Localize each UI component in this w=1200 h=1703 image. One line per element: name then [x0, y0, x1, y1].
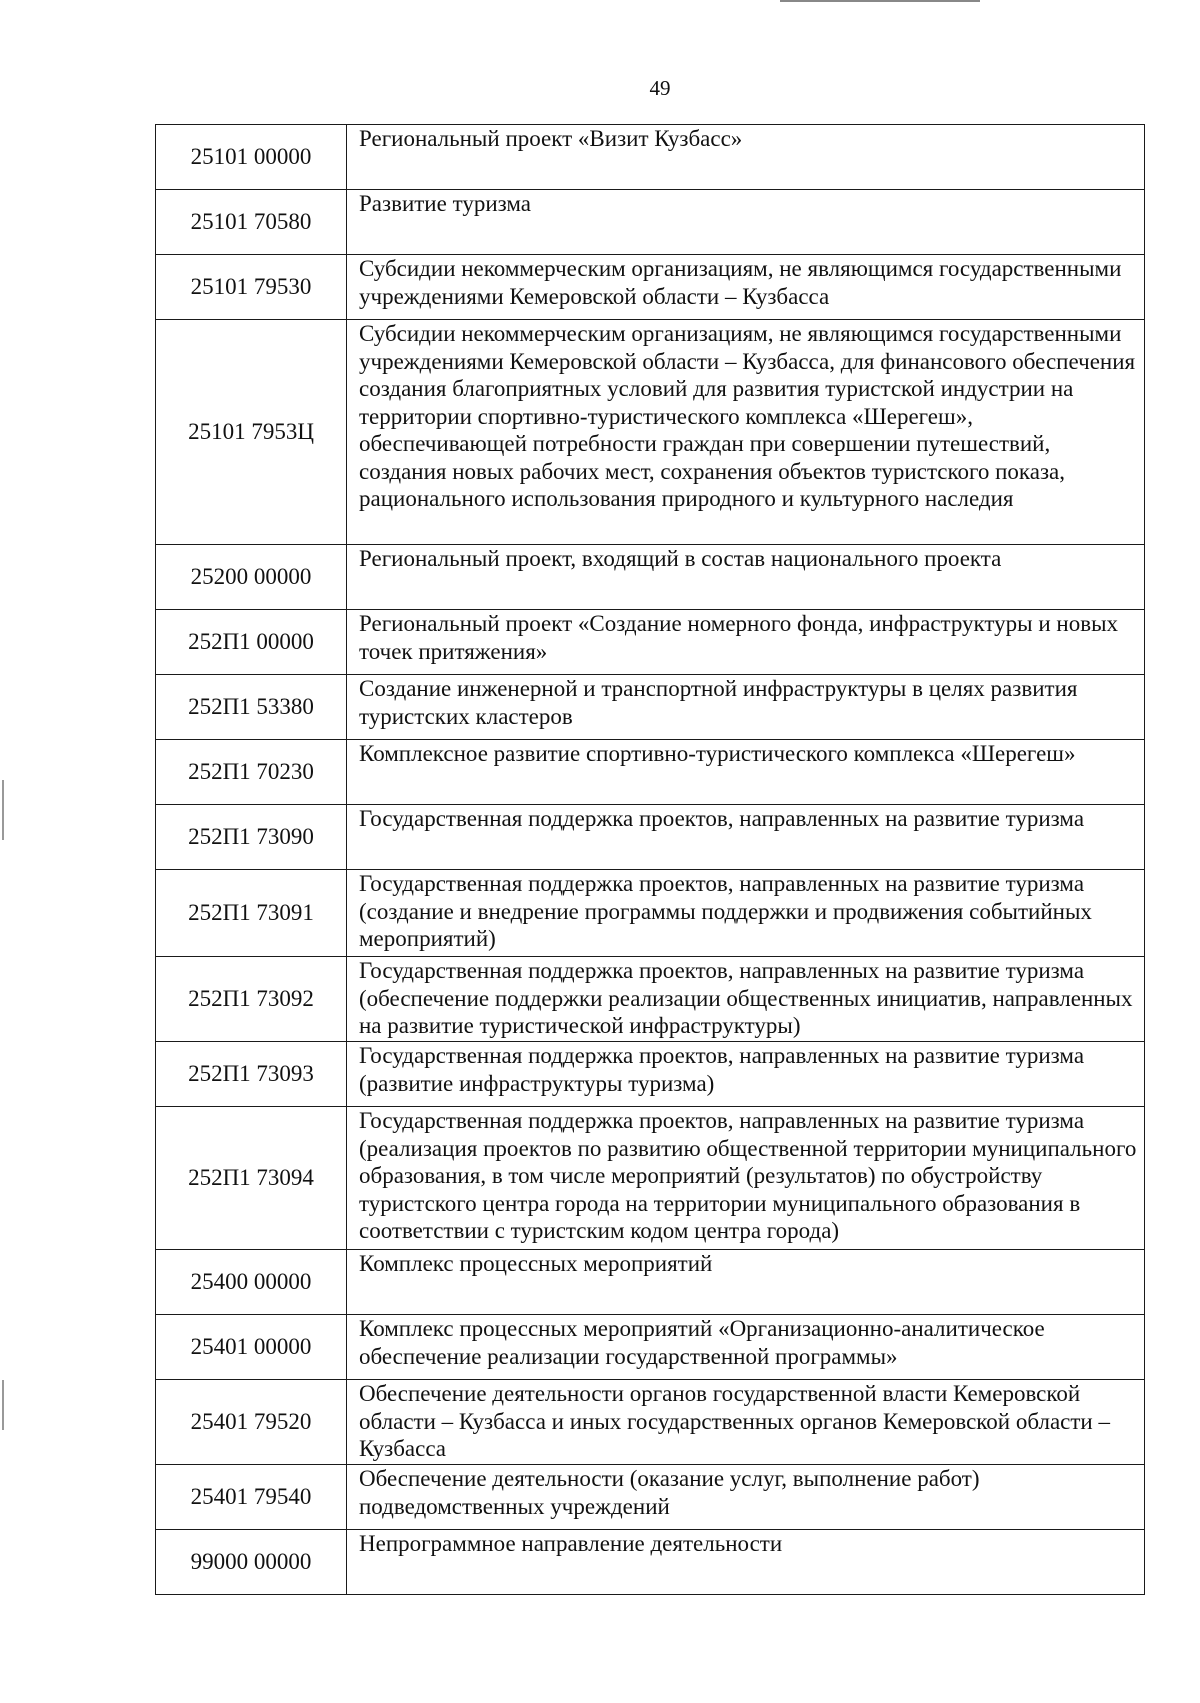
- row-name: Непрограммное направление деятельности: [347, 1530, 1145, 1595]
- row-code: 25401 79520: [156, 1380, 347, 1465]
- row-name: Обеспечение деятельности органов государственной власти Кемеровской области – Кузбасса и иных государственных органов Кемеровской области – Кузбасса: [347, 1380, 1145, 1465]
- row-code: 252П1 00000: [156, 610, 347, 675]
- row-name: Субсидии некоммерческим организациям, не являющимся государственными учреждениями Кемеровской области – Кузбасса: [347, 255, 1145, 320]
- table-row: [156, 1380, 1145, 1465]
- row-code: 252П1 73093: [156, 1042, 347, 1107]
- scan-artifact-left-1: [2, 780, 4, 840]
- row-name: Создание инженерной и транспортной инфраструктуры в целях развития туристских кластеров: [347, 675, 1145, 740]
- page-number: 49: [649, 76, 671, 100]
- table-row: [156, 1315, 1145, 1380]
- table-row: [156, 255, 1145, 320]
- row-name: Комплекс процессных мероприятий: [347, 1250, 1145, 1315]
- row-name: Государственная поддержка проектов, направленных на развитие туризма (обеспечение поддержки реализации общественных инициатив, направленных на развитие туристической инфраструктуры): [347, 957, 1145, 1042]
- row-name: Обеспечение деятельности (оказание услуг, выполнение работ) подведомственных учреждений: [347, 1465, 1145, 1530]
- row-name: Государственная поддержка проектов, направленных на развитие туризма (создание и внедрение программы поддержки и продвижения событийных мероприятий): [347, 870, 1145, 957]
- table-row: [156, 545, 1145, 610]
- table-row: [156, 870, 1145, 957]
- row-name: Региональный проект «Визит Кузбасс»: [347, 125, 1145, 190]
- row-code: 25101 7953Ц: [156, 320, 347, 545]
- row-code: 25401 79540: [156, 1465, 347, 1530]
- row-name: Комплекс процессных мероприятий «Организационно-аналитическое обеспечение реализации государственной программы»: [347, 1315, 1145, 1380]
- row-code: 25401 00000: [156, 1315, 347, 1380]
- table-row: [156, 610, 1145, 675]
- row-name: Субсидии некоммерческим организациям, не являющимся государственными учреждениями Кемеровской области – Кузбасса, для финансового обеспечения создания благоприятных условий для развития туристской индустрии на территории спортивно-туристического комплекса «Шерегеш», обеспечивающей потребности граждан при совершении путешествий, создания новых рабочих мест, сохранения объектов туристского показа, рационального использования природного и культурного наследия: [347, 320, 1145, 545]
- table-body: [156, 125, 1145, 1595]
- table-row: [156, 740, 1145, 805]
- table-row: [156, 957, 1145, 1042]
- row-code: 252П1 73094: [156, 1107, 347, 1250]
- table-row: [156, 1530, 1145, 1595]
- table-row: [156, 1042, 1145, 1107]
- row-code: 99000 00000: [156, 1530, 347, 1595]
- table-row: [156, 675, 1145, 740]
- budget-codes-table: [155, 124, 1145, 1595]
- row-name: Развитие туризма: [347, 190, 1145, 255]
- table-row: [156, 1107, 1145, 1250]
- row-code: 25101 79530: [156, 255, 347, 320]
- row-code: 25101 00000: [156, 125, 347, 190]
- table-row: [156, 1250, 1145, 1315]
- table-row: [156, 320, 1145, 545]
- row-name: Региональный проект «Создание номерного фонда, инфраструктуры и новых точек притяжения»: [347, 610, 1145, 675]
- row-code: 252П1 70230: [156, 740, 347, 805]
- table-row: [156, 125, 1145, 190]
- row-code: 252П1 73092: [156, 957, 347, 1042]
- row-name: Комплексное развитие спортивно-туристического комплекса «Шерегеш»: [347, 740, 1145, 805]
- row-code: 252П1 73090: [156, 805, 347, 870]
- scan-artifact-left-2: [2, 1380, 4, 1430]
- table-row: [156, 805, 1145, 870]
- row-name: Региональный проект, входящий в состав национального проекта: [347, 545, 1145, 610]
- scan-artifact-top: [780, 0, 980, 2]
- row-code: 25101 70580: [156, 190, 347, 255]
- row-code: 25200 00000: [156, 545, 347, 610]
- row-code: 252П1 73091: [156, 870, 347, 957]
- row-code: 252П1 53380: [156, 675, 347, 740]
- row-name: Государственная поддержка проектов, направленных на развитие туризма (реализация проектов по развитию общественной территории муниципального образования, в том числе мероприятий (результатов) по обустройству туристского центра города на территории муниципального образования в соответствии с туристским кодом центра города): [347, 1107, 1145, 1250]
- row-code: 25400 00000: [156, 1250, 347, 1315]
- table-row: [156, 1465, 1145, 1530]
- row-name: Государственная поддержка проектов, направленных на развитие туризма: [347, 805, 1145, 870]
- row-name: Государственная поддержка проектов, направленных на развитие туризма (развитие инфраструктуры туризма): [347, 1042, 1145, 1107]
- table-row: [156, 190, 1145, 255]
